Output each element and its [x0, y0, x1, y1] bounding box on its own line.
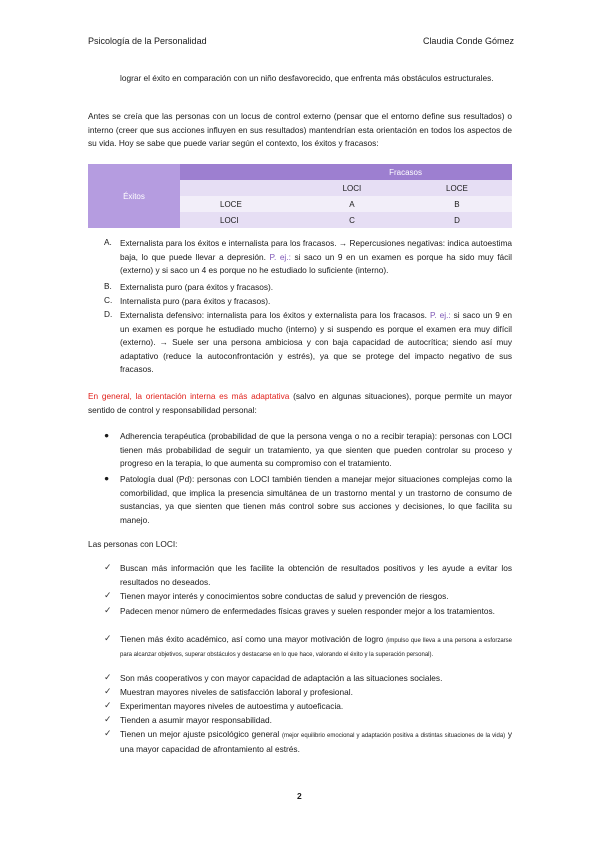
table-fracasos-header: Fracasos [180, 164, 512, 180]
header-right: Claudia Conde Gómez [422, 36, 514, 46]
list-item-text: si saco un 9 en un examen es porque he estudiado mucho (interno) y si suspendo es porque el examen era muy difícil (externo). → Suele ser una persona ambiciosa y con baja capacidad de autocrítica; siendo así muy adaptativo (reduce la autoconfrontación y estrés), ya que se protege del impacto negativo de sus fracasos. [120, 310, 512, 375]
check-item: Son más cooperativos y con mayor capacidad de adaptación a las situaciones sociales. [120, 673, 443, 683]
bullet-patologia: Patología dual (Pd): personas con LOCI también tienden a manejar mejor situaciones complejas como la comorbilidad, que implica la presencia simultánea de un trastorno mental y un trastorno de consumo de sustancias, ya que sienten que tienen más control sobre sus acciones y decisiones, lo que facilita su manejo. [120, 474, 512, 525]
check-item-text: Tienen un mejor ajuste psicológico general [120, 729, 280, 739]
list-item-b: Externalista puro (para éxitos y fracasos). [120, 282, 274, 292]
bullet-dot-icon: ● [104, 430, 110, 440]
check-mark-icon: ✓ [104, 633, 112, 643]
check-item-text: Tienen más éxito académico, así como una mayor motivación de logro [120, 634, 384, 644]
list-item-c: Internalista puro (para éxitos y fracasos). [120, 296, 271, 306]
example-label: P. ej.: [269, 251, 291, 262]
check-mark-icon: ✓ [104, 562, 112, 572]
check-item: Buscan más información que les facilite la obtención de resultados positivos y les ayude a evitar los resultados no deseados. [120, 563, 512, 587]
check-item: Tienden a asumir mayor responsabilidad. [120, 715, 272, 725]
paragraph-rest: (salvo en algunas situaciones), porque permite un mayor sentido de control y responsabilidad personal: [88, 391, 512, 415]
check-item: Experimentan mayores niveles de autoestima y autoeficacia. [120, 701, 344, 711]
table-col-loci: LOCI [302, 180, 402, 196]
check-mark-icon: ✓ [104, 605, 112, 615]
check-mark-icon: ✓ [104, 728, 112, 738]
check-mark-icon: ✓ [104, 672, 112, 682]
locus-table [88, 164, 512, 228]
check-item: Padecen menor número de enfermedades físicas graves y suelen responder mejor a los tratamientos. [120, 606, 495, 616]
bullet-adherencia: Adherencia terapéutica (probabilidad de que la persona venga o no a recibir terapia): personas con LOCI tienen más probabilidad de seguir un tratamiento, ya que sienten que pueden controlar su proceso y progreso en la terapia, lo que aumenta su compromiso con el tratamiento. [120, 431, 512, 469]
table-row-label: LOCE [180, 196, 302, 212]
page-number: 2 [297, 791, 302, 801]
check-mark-icon: ✓ [104, 686, 112, 696]
list-item-text: Externalista defensivo: internalista para los éxitos y externalista para los fracasos. [120, 310, 427, 320]
table-row-label: LOCI [180, 212, 302, 228]
list-marker: B. [104, 281, 112, 291]
table-exitos-label: Éxitos [88, 164, 180, 228]
list-item-text: si saco un 9 en un examen es porque ha sido muy fácil (externo) y si saco un 4 es porque no he estudiado lo suficiente (interno). [120, 251, 512, 276]
paragraph-general [88, 390, 512, 417]
loci-heading: Las personas con LOCI: [88, 539, 178, 549]
check-item-note: (mejor equilibrio emocional y adaptación positiva a distintas situaciones de la vida) [281, 733, 506, 739]
table-cell: A [302, 196, 402, 212]
check-mark-icon: ✓ [104, 590, 112, 600]
intro-continuation: lograr el éxito en comparación con un niño desfavorecido, que enfrenta más obstáculos estructurales. [120, 73, 494, 83]
table-cell: D [402, 212, 512, 228]
list-item-d [120, 309, 512, 377]
check-item-tail: y una mayor capacidad de afrontamiento al estrés. [120, 729, 512, 754]
check-item [120, 633, 512, 661]
paragraph-locus: Antes se creía que las personas con un locus de control externo (pensar que el entorno define sus resultados) o interno (creer que sus acciones influyen en sus resultados) mantendrían esta orientación en todos los aspectos de su vida. Hoy se sabe que puede variar según el contexto, los éxitos y fracasos: [88, 111, 512, 149]
check-item-note: (impulso que lleva a una persona a esforzarse para alcanzar objetivos, superar obstáculos y destacarse en lo que hace, valorando el éxito y la superación personal). [120, 638, 512, 658]
list-marker: D. [104, 309, 113, 319]
table-cell: B [402, 196, 512, 212]
check-item: Muestran mayores niveles de satisfacción laboral y profesional. [120, 687, 353, 697]
bullet-dot-icon: ● [104, 473, 110, 483]
check-mark-icon: ✓ [104, 714, 112, 724]
list-item-text: Externalista para los éxitos e internalista para los fracasos. → Repercusiones negativas: indica autoestima baja, lo que puede llevar a depresión. [120, 238, 512, 262]
list-marker: C. [104, 295, 113, 305]
example-label: P. ej.: [429, 310, 451, 320]
highlight-red: En general, la orientación interna es más adaptativa [88, 391, 290, 401]
list-item-a [120, 237, 512, 278]
list-marker: A. [104, 237, 112, 247]
check-mark-icon: ✓ [104, 700, 112, 710]
check-item [120, 728, 512, 756]
table-cell: C [302, 212, 402, 228]
header-left: Psicología de la Personalidad [88, 36, 207, 46]
check-item: Tienen mayor interés y conocimientos sobre conductas de salud y prevención de riesgos. [120, 591, 449, 601]
table-col-loce: LOCE [402, 180, 512, 196]
